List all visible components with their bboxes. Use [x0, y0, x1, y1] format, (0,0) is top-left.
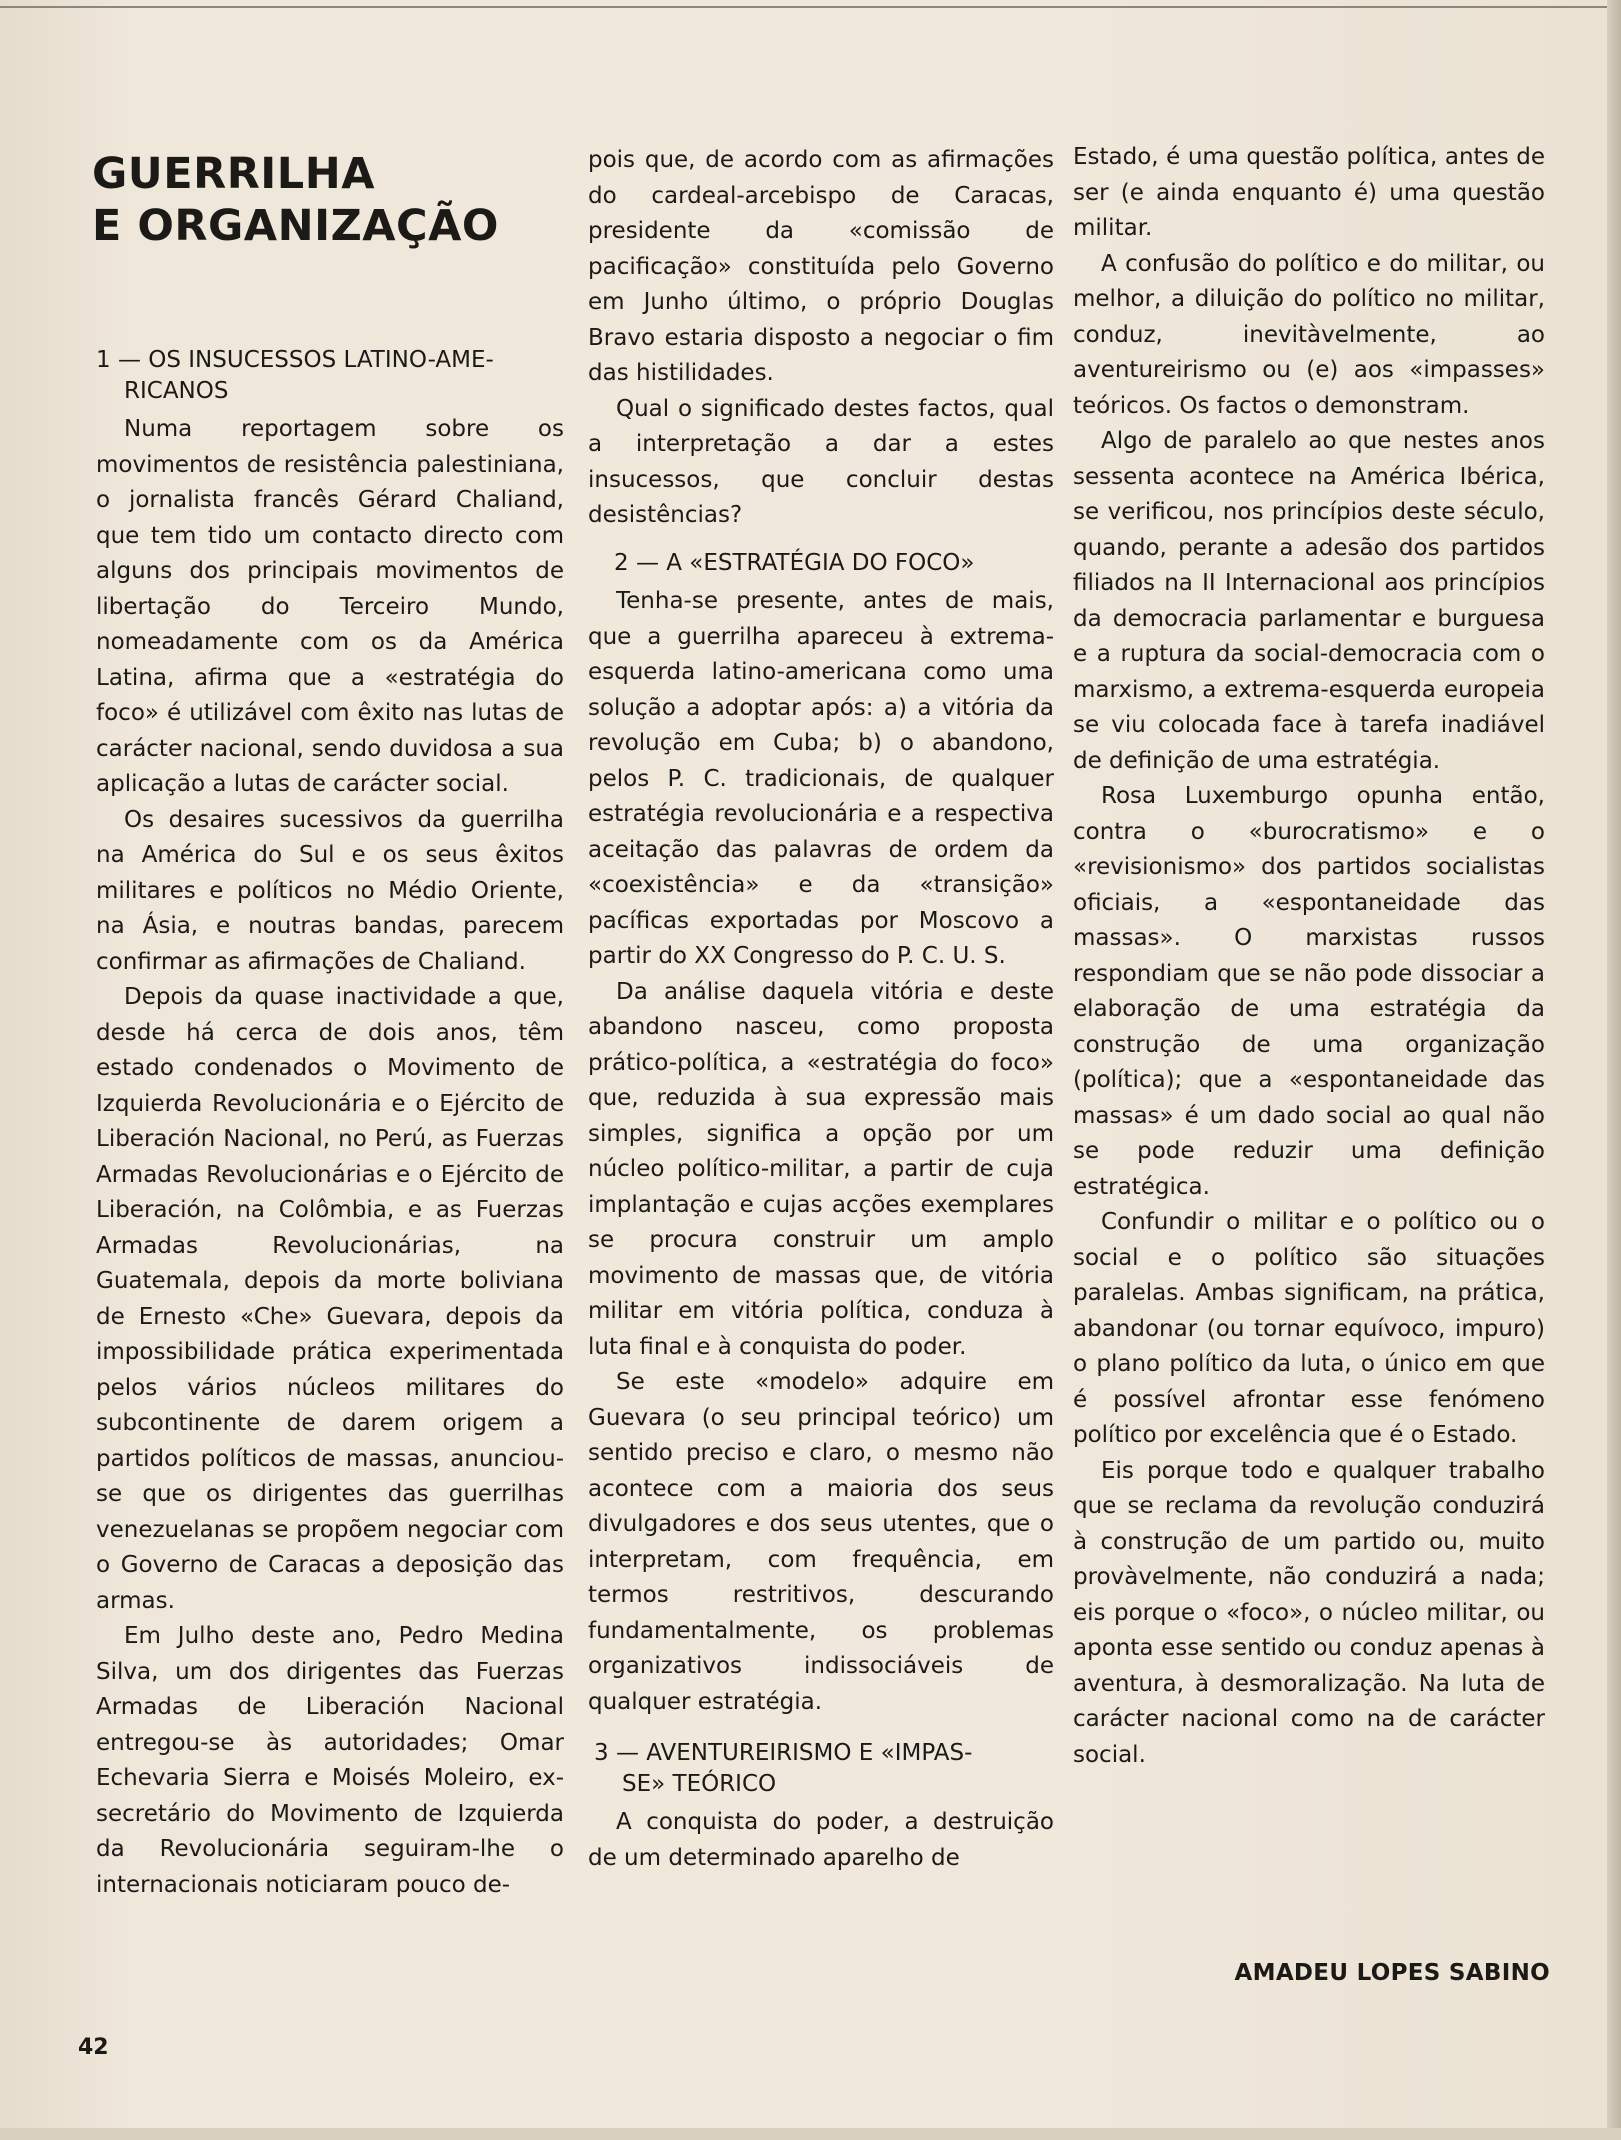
- paragraph: Algo de paralelo ao que nestes anos sessenta acontece na América Ibérica, se verificou, nos princípios deste século, quando, perante a adesão dos partidos filiados na II Internacional aos princípios da democracia parlamentar e burguesa e a ruptura da social-democracia com o marxismo, a extrema-esquerda europeia se viu colocada face à tarefa inadiável de definição de uma estratégia.: [1073, 428, 1545, 774]
- section-heading-1-line-2: RICANOS: [124, 377, 229, 404]
- page-edge: [1607, 0, 1621, 2140]
- page-number: 42: [78, 2035, 109, 2060]
- section-heading-3-line-1: 3 — AVENTUREIRISMO E «IMPAS-: [594, 1740, 973, 1766]
- column-2: [588, 143, 1054, 1876]
- top-rule: [0, 6, 1621, 8]
- article-title: [92, 148, 572, 252]
- paragraph: A confusão do político e do militar, ou melhor, a diluição do político no militar, conduz, inevitàvelmente, ao aventureirismo ou (e) aos «impasses» teóricos. Os factos o demonstram.: [1073, 250, 1545, 419]
- paragraph: Depois da quase inactividade a que, desde há cerca de dois anos, têm estado condenados o Movimento de Izquierda Revolucionária e o Ejército de Liberación Nacional, no Perú, as Fuerzas Armadas Revolucionárias e o Ejército de Liberación, na Colômbia, e as Fuerzas Armadas Revolucionárias, na Guatemala, depois da morte boliviana de Ernesto «Che» Guevara, depois da impossibilidade prática experimentada pelos vários núcleos militares do subcontinente de darem origem a partidos políticos de massas, anunciou-se que os dirigentes das guerrilhas venezuelanas se propõem negociar com o Governo de Caracas a deposição das armas.: [96, 984, 564, 1614]
- section-heading-1-line-1: 1 — OS INSUCESSOS LATINO-AME-: [96, 347, 494, 373]
- section-heading-3-line-2: SE» TEÓRICO: [622, 1770, 777, 1797]
- section-heading-2: 2 — A «ESTRATÉGIA DO FOCO»: [614, 549, 975, 576]
- bottom-edge: [0, 2128, 1621, 2140]
- paragraph: Em Julho deste ano, Pedro Medina Silva, um dos dirigentes das Fuerzas Armadas de Liberación Nacional entregou-se às autoridades; Omar Echevaria Sierra e Moisés Moleiro, ex-secretário do Movimento de Izquierda da Revolucionária seguiram-lhe o internacionais noticiaram pouco de-: [96, 1623, 564, 1898]
- column-1: [96, 345, 564, 1903]
- paragraph: Os desaires sucessivos da guerrilha na América do Sul e os seus êxitos militares e políticos no Médio Oriente, na Ásia, e noutras bandas, parecem confirmar as afirmações de Chaliand.: [96, 806, 564, 975]
- paragraph: Rosa Luxemburgo opunha então, contra o «burocratismo» e o «revisionismo» dos partidos socialistas oficiais, a «espontaneidade das massas». O marxistas russos respondiam que se não pode dissociar a elaboração de uma estratégia da construção de uma organização (política); que a «espontaneidade das massas» é um dado social ao qual não se pode reduzir uma definição estratégica.: [1073, 783, 1545, 1200]
- title-line-2: E ORGANIZAÇÃO: [92, 201, 499, 251]
- section-heading-3: [594, 1738, 1054, 1799]
- paragraph: pois que, de acordo com as afirmações do cardeal-arcebispo de Caracas, presidente da «comissão de pacificação» constituída pelo Governo em Junho último, o próprio Douglas Bravo estaria disposto a negociar o fim das histilidades.: [588, 147, 1054, 386]
- paragraph: Tenha-se presente, antes de mais, que a guerrilha apareceu à extrema-esquerda latino-americana como uma solução a adoptar após: a) a vitória da revolução em Cuba; b) o abandono, pelos P. C. tradicionais, de qualquer estratégia revolucionária e a respectiva aceitação das palavras de ordem da «coexistência» e da «transição» pacíficas exportadas por Moscovo a partir do XX Congresso do P. C. U. S.: [588, 588, 1054, 969]
- paragraph: A conquista do poder, a destruição de um determinado aparelho de: [588, 1809, 1054, 1871]
- column-3: [1073, 140, 1545, 1773]
- paragraph: Estado, é uma questão política, antes de ser (e ainda enquanto é) uma questão militar.: [1073, 144, 1545, 241]
- paragraph: Da análise daquela vitória e deste abandono nasceu, como proposta prático-política, a «estratégia do foco» que, reduzida à sua expressão mais simples, significa a opção por um núcleo político-militar, a partir de cuja implantação e cujas acções exemplares se procura construir um amplo movimento de massas que, de vitória militar em vitória política, conduza à luta final e à conquista do poder.: [588, 978, 1054, 1360]
- paragraph: Qual o significado destes factos, qual a interpretação a dar a estes insucessos, que concluir destas desistências?: [588, 395, 1054, 528]
- author-signature: AMADEU LOPES SABINO: [1234, 1960, 1550, 1986]
- paragraph: Se este «modelo» adquire em Guevara (o seu principal teórico) um sentido preciso e claro, o mesmo não acontece com a maioria dos seus divulgadores e dos seus utentes, que o interpretam, com frequência, em termos restritivos, descurando fundamentalmente, os problemas organizativos indissociáveis de qualquer estratégia.: [588, 1369, 1054, 1715]
- section-heading-1: [96, 345, 564, 406]
- paragraph: Numa reportagem sobre os movimentos de resistência palestiniana, o jornalista francês Gérard Chaliand, que tem tido um contacto directo com alguns dos principais movimentos de libertação do Terceiro Mundo, nomeadamente com os da América Latina, afirma que a «estratégia do foco» é utilizável com êxito nas lutas de carácter nacional, sendo duvidosa a sua aplicação a lutas de carácter social.: [96, 416, 564, 797]
- paragraph: Confundir o militar e o político ou o social e o político são situações paralelas. Ambas significam, na prática, abandonar (ou tornar equívoco, impuro) o plano político da luta, o único em que é possível afrontar esse fenómeno político por excelência que é o Estado.: [1073, 1209, 1545, 1448]
- paragraph: Eis porque todo e qualquer trabalho que se reclama da revolução conduzirá à construção de um partido ou, muito provàvelmente, não conduzirá a nada; eis porque o «foco», o núcleo militar, ou aponta esse sentido ou conduz apenas à aventura, à desmoralização. Na luta de carácter nacional como na de carácter social.: [1073, 1457, 1545, 1768]
- title-line-1: GUERRILHA: [92, 149, 375, 199]
